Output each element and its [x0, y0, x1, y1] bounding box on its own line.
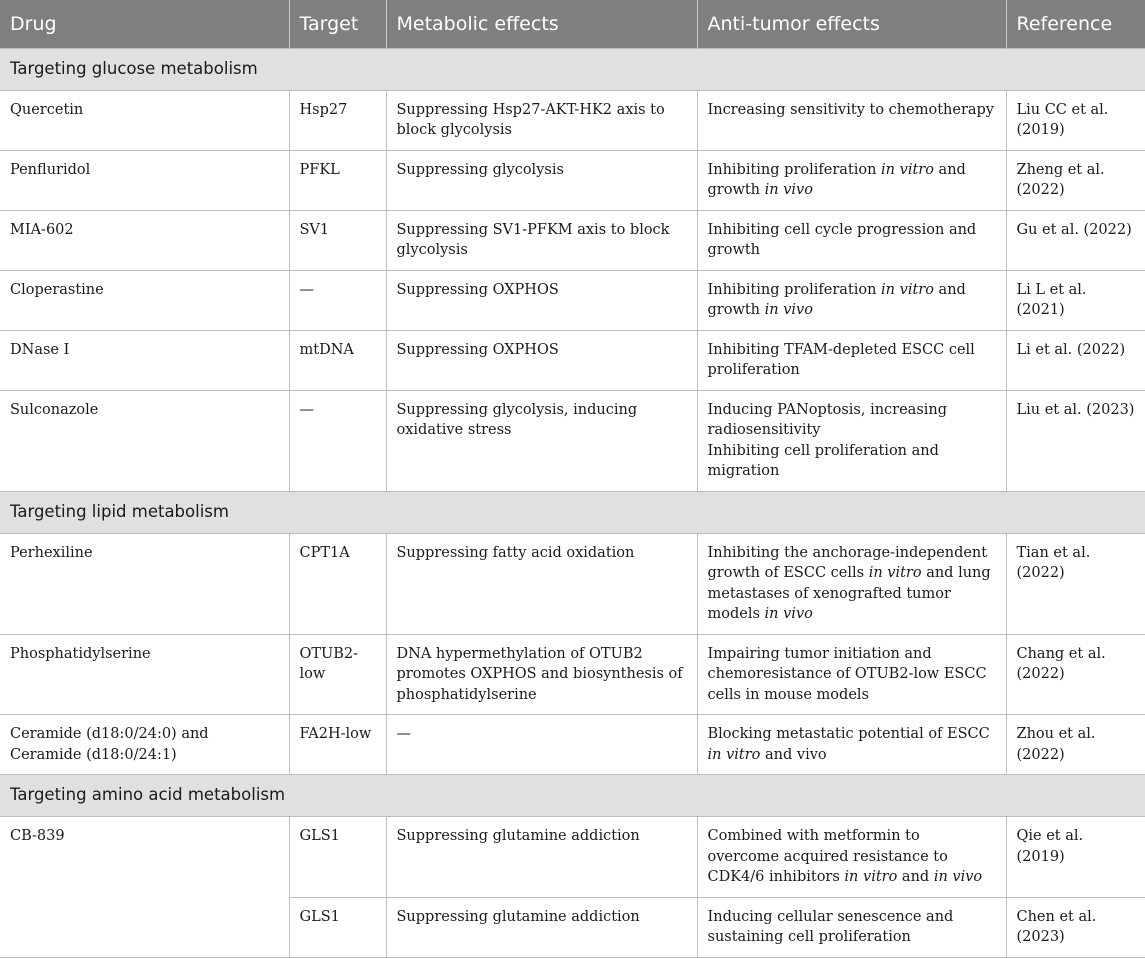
target-cell: FA2H-low: [289, 715, 386, 775]
antitumor-cell: Inhibiting proliferation in vitro and growth in vivo: [697, 150, 1006, 210]
table-row: [0, 390, 1145, 491]
reference-cell: Liu et al. (2023): [1006, 390, 1145, 491]
table-row: [0, 90, 1145, 150]
table-row: [0, 533, 1145, 634]
header-metabolic-effects: Metabolic effects: [386, 0, 697, 48]
target-cell: GLS1: [289, 897, 386, 957]
table-row: [0, 150, 1145, 210]
antitumor-cell: Inhibiting the anchorage-independent growth of ESCC cells in vitro and lung metastases of xenografted tumor models in vivo: [697, 533, 1006, 634]
antitumor-cell: Blocking metastatic potential of ESCC in vitro and vivo: [697, 715, 1006, 775]
target-cell: OTUB2-low: [289, 634, 386, 715]
header-drug: Drug: [0, 0, 289, 48]
antitumor-cell: Impairing tumor initiation and chemoresistance of OTUB2-low ESCC cells in mouse models: [697, 634, 1006, 715]
table-row: [0, 817, 1145, 898]
drug-cell: Penfluridol: [0, 150, 289, 210]
metabolic-cell: Suppressing Hsp27-AKT-HK2 axis to block glycolysis: [386, 90, 697, 150]
metabolic-cell: —: [386, 715, 697, 775]
reference-cell: Qie et al. (2019): [1006, 817, 1145, 898]
target-cell: mtDNA: [289, 330, 386, 390]
metabolic-cell: Suppressing fatty acid oxidation: [386, 533, 697, 634]
reference-cell: Tian et al. (2022): [1006, 533, 1145, 634]
section-title: Targeting glucose metabolism: [0, 48, 1145, 90]
header-row: [0, 0, 1145, 48]
section-row-amino: [0, 775, 1145, 817]
antitumor-cell: Combined with metformin to overcome acquired resistance to CDK4/6 inhibitors in vitro and in vivo: [697, 817, 1006, 898]
target-cell: SV1: [289, 210, 386, 270]
drug-cell: CB-839: [0, 817, 289, 958]
reference-cell: Zheng et al. (2022): [1006, 150, 1145, 210]
table-row: [0, 634, 1145, 715]
reference-cell: Zhou et al. (2022): [1006, 715, 1145, 775]
drug-cell: Quercetin: [0, 90, 289, 150]
antitumor-cell: Inhibiting TFAM-depleted ESCC cell proliferation: [697, 330, 1006, 390]
metabolic-cell: Suppressing glycolysis, inducing oxidative stress: [386, 390, 697, 491]
drug-cell: Perhexiline: [0, 533, 289, 634]
reference-cell: Li et al. (2022): [1006, 330, 1145, 390]
header-target: Target: [289, 0, 386, 48]
drug-cell: Ceramide (d18:0/24:0) and Ceramide (d18:0/24:1): [0, 715, 289, 775]
header-anti-tumor-effects: Anti-tumor effects: [697, 0, 1006, 48]
table-row: [0, 715, 1145, 775]
antitumor-cell: Inhibiting cell cycle progression and growth: [697, 210, 1006, 270]
antitumor-cell: Inhibiting proliferation in vitro and growth in vivo: [697, 270, 1006, 330]
reference-cell: Li L et al. (2021): [1006, 270, 1145, 330]
drug-cell: Sulconazole: [0, 390, 289, 491]
table-row: [0, 210, 1145, 270]
target-cell: GLS1: [289, 817, 386, 898]
section-title: Targeting amino acid metabolism: [0, 775, 1145, 817]
drug-cell: Phosphatidylserine: [0, 634, 289, 715]
table-row: [0, 270, 1145, 330]
header-reference: Reference: [1006, 0, 1145, 48]
metabolic-cell: Suppressing glutamine addiction: [386, 897, 697, 957]
antitumor-cell: Inducing PANoptosis, increasing radiosensitivity Inhibiting cell proliferation and migration: [697, 390, 1006, 491]
section-title: Targeting lipid metabolism: [0, 491, 1145, 533]
metabolic-cell: Suppressing OXPHOS: [386, 270, 697, 330]
metabolic-cell: Suppressing glycolysis: [386, 150, 697, 210]
table-row: [0, 330, 1145, 390]
reference-cell: Chen et al. (2023): [1006, 897, 1145, 957]
metabolic-cell: Suppressing SV1-PFKM axis to block glycolysis: [386, 210, 697, 270]
target-cell: Hsp27: [289, 90, 386, 150]
metabolic-cell: DNA hypermethylation of OTUB2 promotes OXPHOS and biosynthesis of phosphatidylserine: [386, 634, 697, 715]
reference-cell: Chang et al. (2022): [1006, 634, 1145, 715]
metabolic-cell: Suppressing OXPHOS: [386, 330, 697, 390]
target-cell: —: [289, 270, 386, 330]
section-row-lipid: [0, 491, 1145, 533]
target-cell: PFKL: [289, 150, 386, 210]
drug-cell: MIA-602: [0, 210, 289, 270]
antitumor-cell: Increasing sensitivity to chemotherapy: [697, 90, 1006, 150]
target-cell: CPT1A: [289, 533, 386, 634]
drug-cell: Cloperastine: [0, 270, 289, 330]
reference-cell: Gu et al. (2022): [1006, 210, 1145, 270]
drug-cell: DNase I: [0, 330, 289, 390]
metabolic-cell: Suppressing glutamine addiction: [386, 817, 697, 898]
section-row-glucose: [0, 48, 1145, 90]
antitumor-cell: Inducing cellular senescence and sustaining cell proliferation: [697, 897, 1006, 957]
target-cell: —: [289, 390, 386, 491]
reference-cell: Liu CC et al. (2019): [1006, 90, 1145, 150]
